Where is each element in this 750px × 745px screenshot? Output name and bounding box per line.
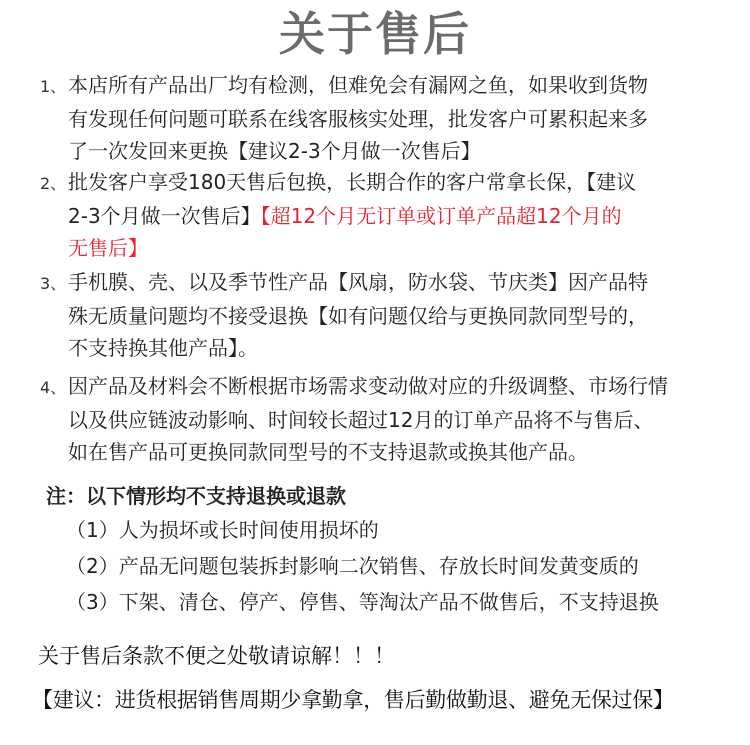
item-text: 殊无质量问题均不接受退换【如有问题仅给与更换同款同型号的， [68,304,648,328]
advice-text: 【建议：进货根据销售周期少拿勤拿，售后勤做勤退、避免无保过保】 [32,688,674,712]
item-text: 了一次发回来更换【建议2-3个月做一次售后】 [68,139,481,163]
closing-apology: 关于售后条款不便之处敬请谅解！！！ [38,644,395,668]
item-number: 3、 [40,274,67,293]
item-text: 2-3个月做一次售后】 [68,204,261,228]
item-text: 批发客户享受180天售后包换，长期合作的客户常拿长保，【建议 [68,170,637,194]
item-text: 如在售产品可更换同款同型号的不支持退款或换其他产品。 [68,440,588,464]
highlight-text: 无售后】 [68,236,148,260]
item-number: 4、 [40,378,67,397]
item-text: 手机膜、壳、以及季节性产品【风扇，防水袋、节庆类】因产品特 [68,270,648,294]
item-number: 2、 [40,174,67,193]
item-text: 有发现任何问题可联系在线客服核实处理，批发客户可累积起来多 [68,107,648,131]
note-item: （1）人为损坏或长时间使用损坏的 [66,518,379,542]
policy-item-2 [40,166,730,264]
item-text: 以及供应链波动影响、时间较长超过12月的订单产品将不与售后、 [68,408,654,432]
item-text: 不支持换其他产品】。 [68,336,258,360]
policy-item-4 [40,370,730,468]
item-text: 本店所有产品出厂均有检测，但难免会有漏网之鱼，如果收到货物 [68,73,648,97]
item-text: 因产品及材料会不断根据市场需求变动做对应的升级调整、市场行情 [68,374,668,398]
page-title: 关于售后 [279,7,471,61]
note-item: （2）产品无问题包装拆封影响二次销售、存放长时间发黄变质的 [66,554,639,578]
note-item: （3）下架、清仓、停产、停售、等淘汰产品不做售后，不支持退换 [66,590,659,614]
policy-item-3 [40,266,730,364]
note-heading: 注：以下情形均不支持退换或退款 [46,484,346,508]
policy-item-1 [40,69,730,167]
highlight-text: 【超12个月无订单或订单产品超12个月的 [260,204,622,228]
item-number: 1、 [40,77,67,96]
